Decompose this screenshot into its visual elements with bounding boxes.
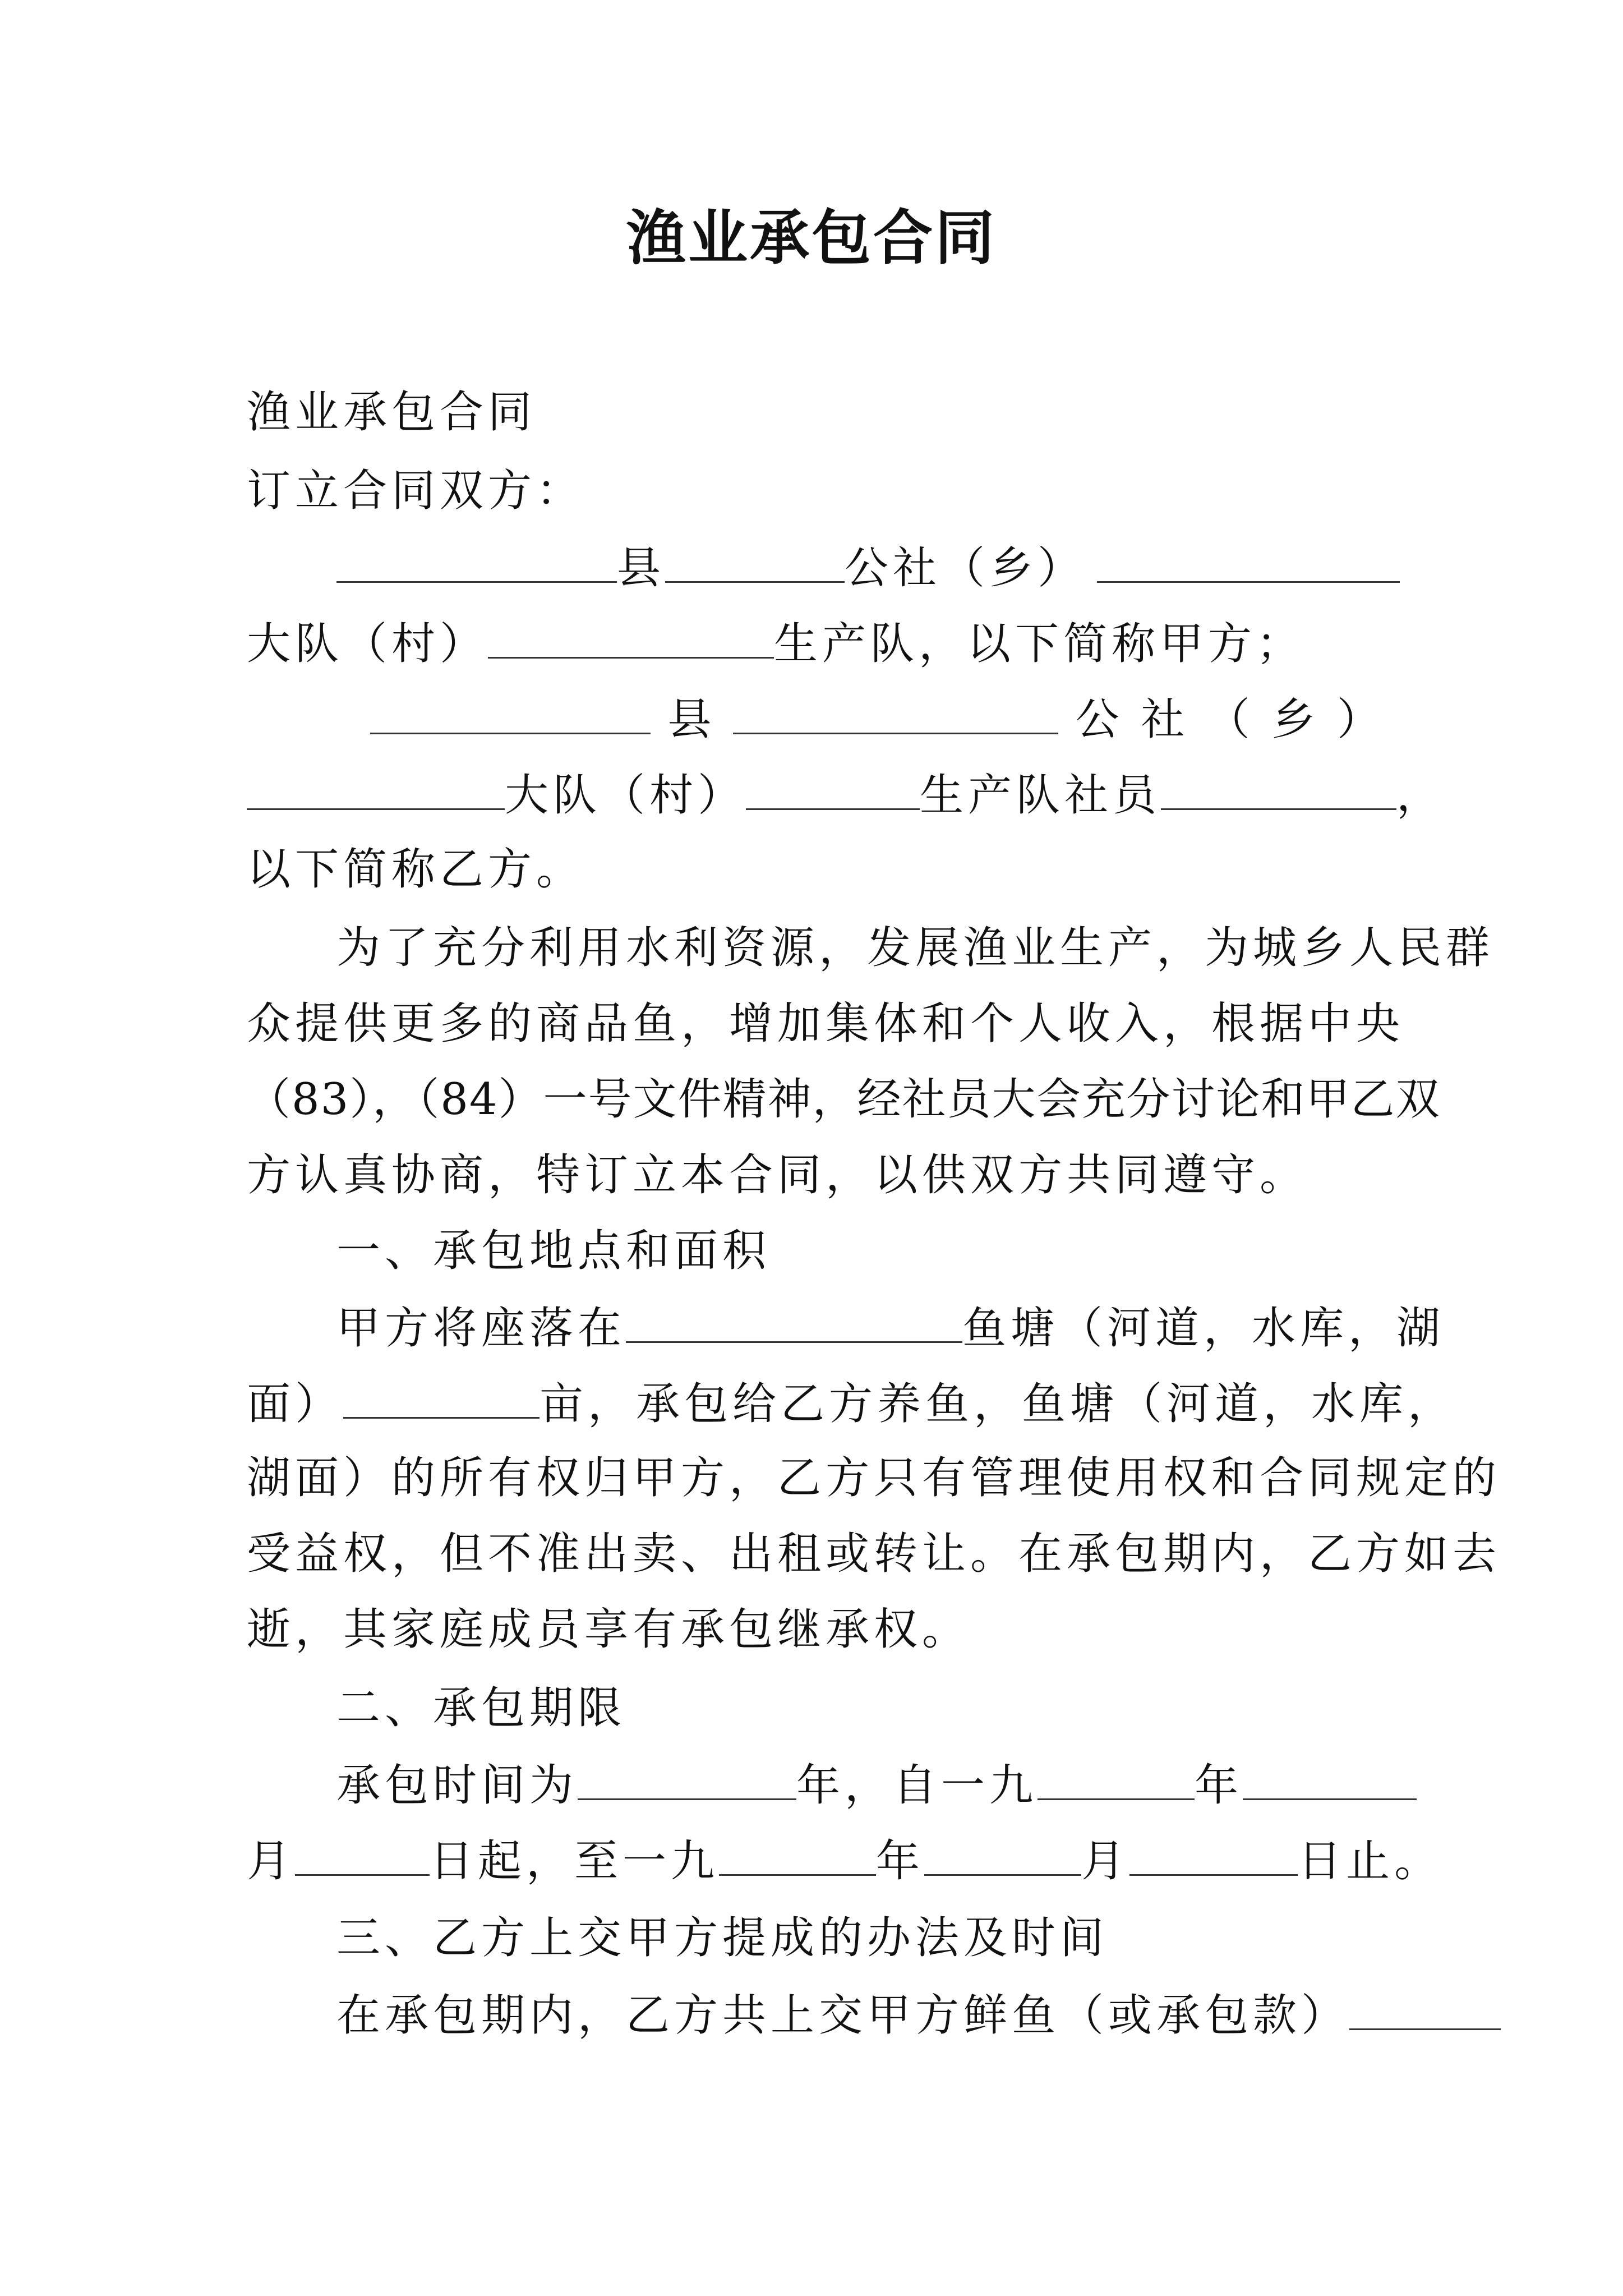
party-b-brigade: 大队（村） <box>505 770 746 821</box>
blank-start-day <box>295 1832 430 1876</box>
blank-a-county <box>336 539 617 583</box>
party-b-commune-4: 乡 <box>1271 694 1320 745</box>
preamble-line-2 <box>247 996 1405 1052</box>
preamble-text-1: 为了充分利用水利资源，发展渔业生产，为城乡人民群 <box>336 923 1495 973</box>
section-1-l1-pre: 甲方将座落在 <box>336 1303 626 1354</box>
parties-label <box>247 463 1385 519</box>
section-1-line-2 <box>247 1374 1456 1432</box>
blank-b-member <box>1161 766 1396 810</box>
party-b-commune-2: 社 <box>1141 694 1189 745</box>
party-b-comma: ， <box>1396 770 1445 821</box>
section-2-l1-c: 年 <box>1195 1760 1243 1811</box>
party-b-line-3 <box>247 841 1385 898</box>
party-b-commune-5: ） <box>1336 694 1385 745</box>
blank-end-month <box>924 1832 1081 1876</box>
section-1-l2-post: 亩，承包给乙方养鱼，鱼塘（河道，水库， <box>540 1379 1456 1429</box>
section-1-line-1 <box>336 1299 1445 1356</box>
blank-start-month <box>1243 1756 1417 1800</box>
section-1-rest-2: 受益权，但不准出卖、出租或转让。在承包期内，乙方如去 <box>247 1529 1501 1579</box>
blank-years <box>578 1756 796 1800</box>
section-1-l2-pre: 面） <box>247 1379 344 1429</box>
party-b-county: 县 <box>667 694 716 745</box>
blank-b-county <box>370 690 651 734</box>
section-3-line-1 <box>336 1986 1385 2044</box>
section-1-heading-text: 一、承包地点和面积 <box>336 1226 771 1276</box>
blank-area <box>343 1374 540 1419</box>
section-1-heading <box>336 1223 1475 1279</box>
section-3-l1: 在承包期内，乙方共上交甲方鲜鱼（或承包款） <box>336 1990 1350 2041</box>
section-1-line-3 <box>247 1450 1501 1506</box>
section-2-heading <box>336 1680 1475 1736</box>
section-3-heading-text: 三、乙方上交甲方提成的办法及时间 <box>336 1913 1109 1963</box>
preamble-text-3: （83），（84）一号文件精神，经社员大会充分讨论和甲乙双 <box>247 1074 1441 1125</box>
blank-a-team <box>488 614 774 659</box>
party-a-brigade: 大队（村） <box>247 619 488 669</box>
party-b-team-member: 生产队社员 <box>920 770 1161 821</box>
section-1-rest-1: 湖面）的所有权归甲方，乙方只有管理使用权和合同规定的 <box>247 1453 1501 1503</box>
section-2-heading-text: 二、承包期限 <box>336 1683 626 1733</box>
section-2-line-2 <box>247 1832 1443 1889</box>
preamble-line-3 <box>247 1071 1441 1128</box>
section-1-line-4 <box>247 1526 1501 1582</box>
section-1-l1-post: 鱼塘（河道，水库，湖 <box>962 1303 1445 1354</box>
preamble-text-2: 众提供更多的商品鱼，增加集体和个人收入，根据中央 <box>247 999 1405 1049</box>
document-title: 渔业承包合同 <box>626 203 997 273</box>
preamble-line-1 <box>336 920 1495 976</box>
blank-b-team <box>746 766 920 810</box>
party-a-team: 生产队，以下简称甲方； <box>774 619 1305 669</box>
blank-payment <box>1349 1986 1501 2030</box>
subtitle <box>247 384 1385 440</box>
section-3-heading <box>336 1910 1475 1966</box>
party-a-line-2 <box>247 614 1385 672</box>
subtitle-text: 渔业承包合同 <box>247 387 537 438</box>
party-b-alias: 以下简称乙方。 <box>247 844 585 895</box>
party-a-commune: 公社（乡） <box>845 543 1086 593</box>
blank-b-commune <box>733 690 1058 734</box>
section-1-line-5 <box>247 1602 1385 1658</box>
party-b-commune-3: （ <box>1206 694 1255 745</box>
section-2-l2-a: 月 <box>247 1836 296 1887</box>
section-2-l2-b: 日起，至一九 <box>430 1836 720 1887</box>
blank-end-day <box>1129 1832 1298 1876</box>
blank-a-brigade <box>1097 539 1400 583</box>
section-2-l2-e: 日止。 <box>1298 1836 1443 1887</box>
section-1-rest-3: 逝，其家庭成员享有承包继承权。 <box>247 1604 971 1655</box>
blank-end-year <box>719 1832 876 1876</box>
preamble-text-4: 方认真协商，特订立本合同，以供双方共同遵守。 <box>247 1150 1308 1200</box>
party-b-commune-1: 公 <box>1075 694 1124 745</box>
section-2-line-1 <box>336 1756 1385 1814</box>
preamble-line-4 <box>247 1147 1385 1203</box>
party-a-line-1 <box>336 539 1385 596</box>
parties-label-text: 订立合同双方： <box>247 466 585 516</box>
section-2-l2-d: 月 <box>1081 1836 1130 1887</box>
blank-b-brigade <box>247 766 505 810</box>
party-b-line-1 <box>370 690 1385 748</box>
section-2-l1-a: 承包时间为 <box>336 1760 578 1811</box>
section-2-l1-b: 年，自一九 <box>796 1760 1038 1811</box>
section-2-l2-c: 年 <box>876 1836 925 1887</box>
party-a-county: 县 <box>617 543 666 593</box>
blank-start-year <box>1038 1756 1195 1800</box>
blank-location <box>626 1299 962 1343</box>
blank-a-commune <box>665 539 845 583</box>
party-b-line-2 <box>247 766 1445 823</box>
